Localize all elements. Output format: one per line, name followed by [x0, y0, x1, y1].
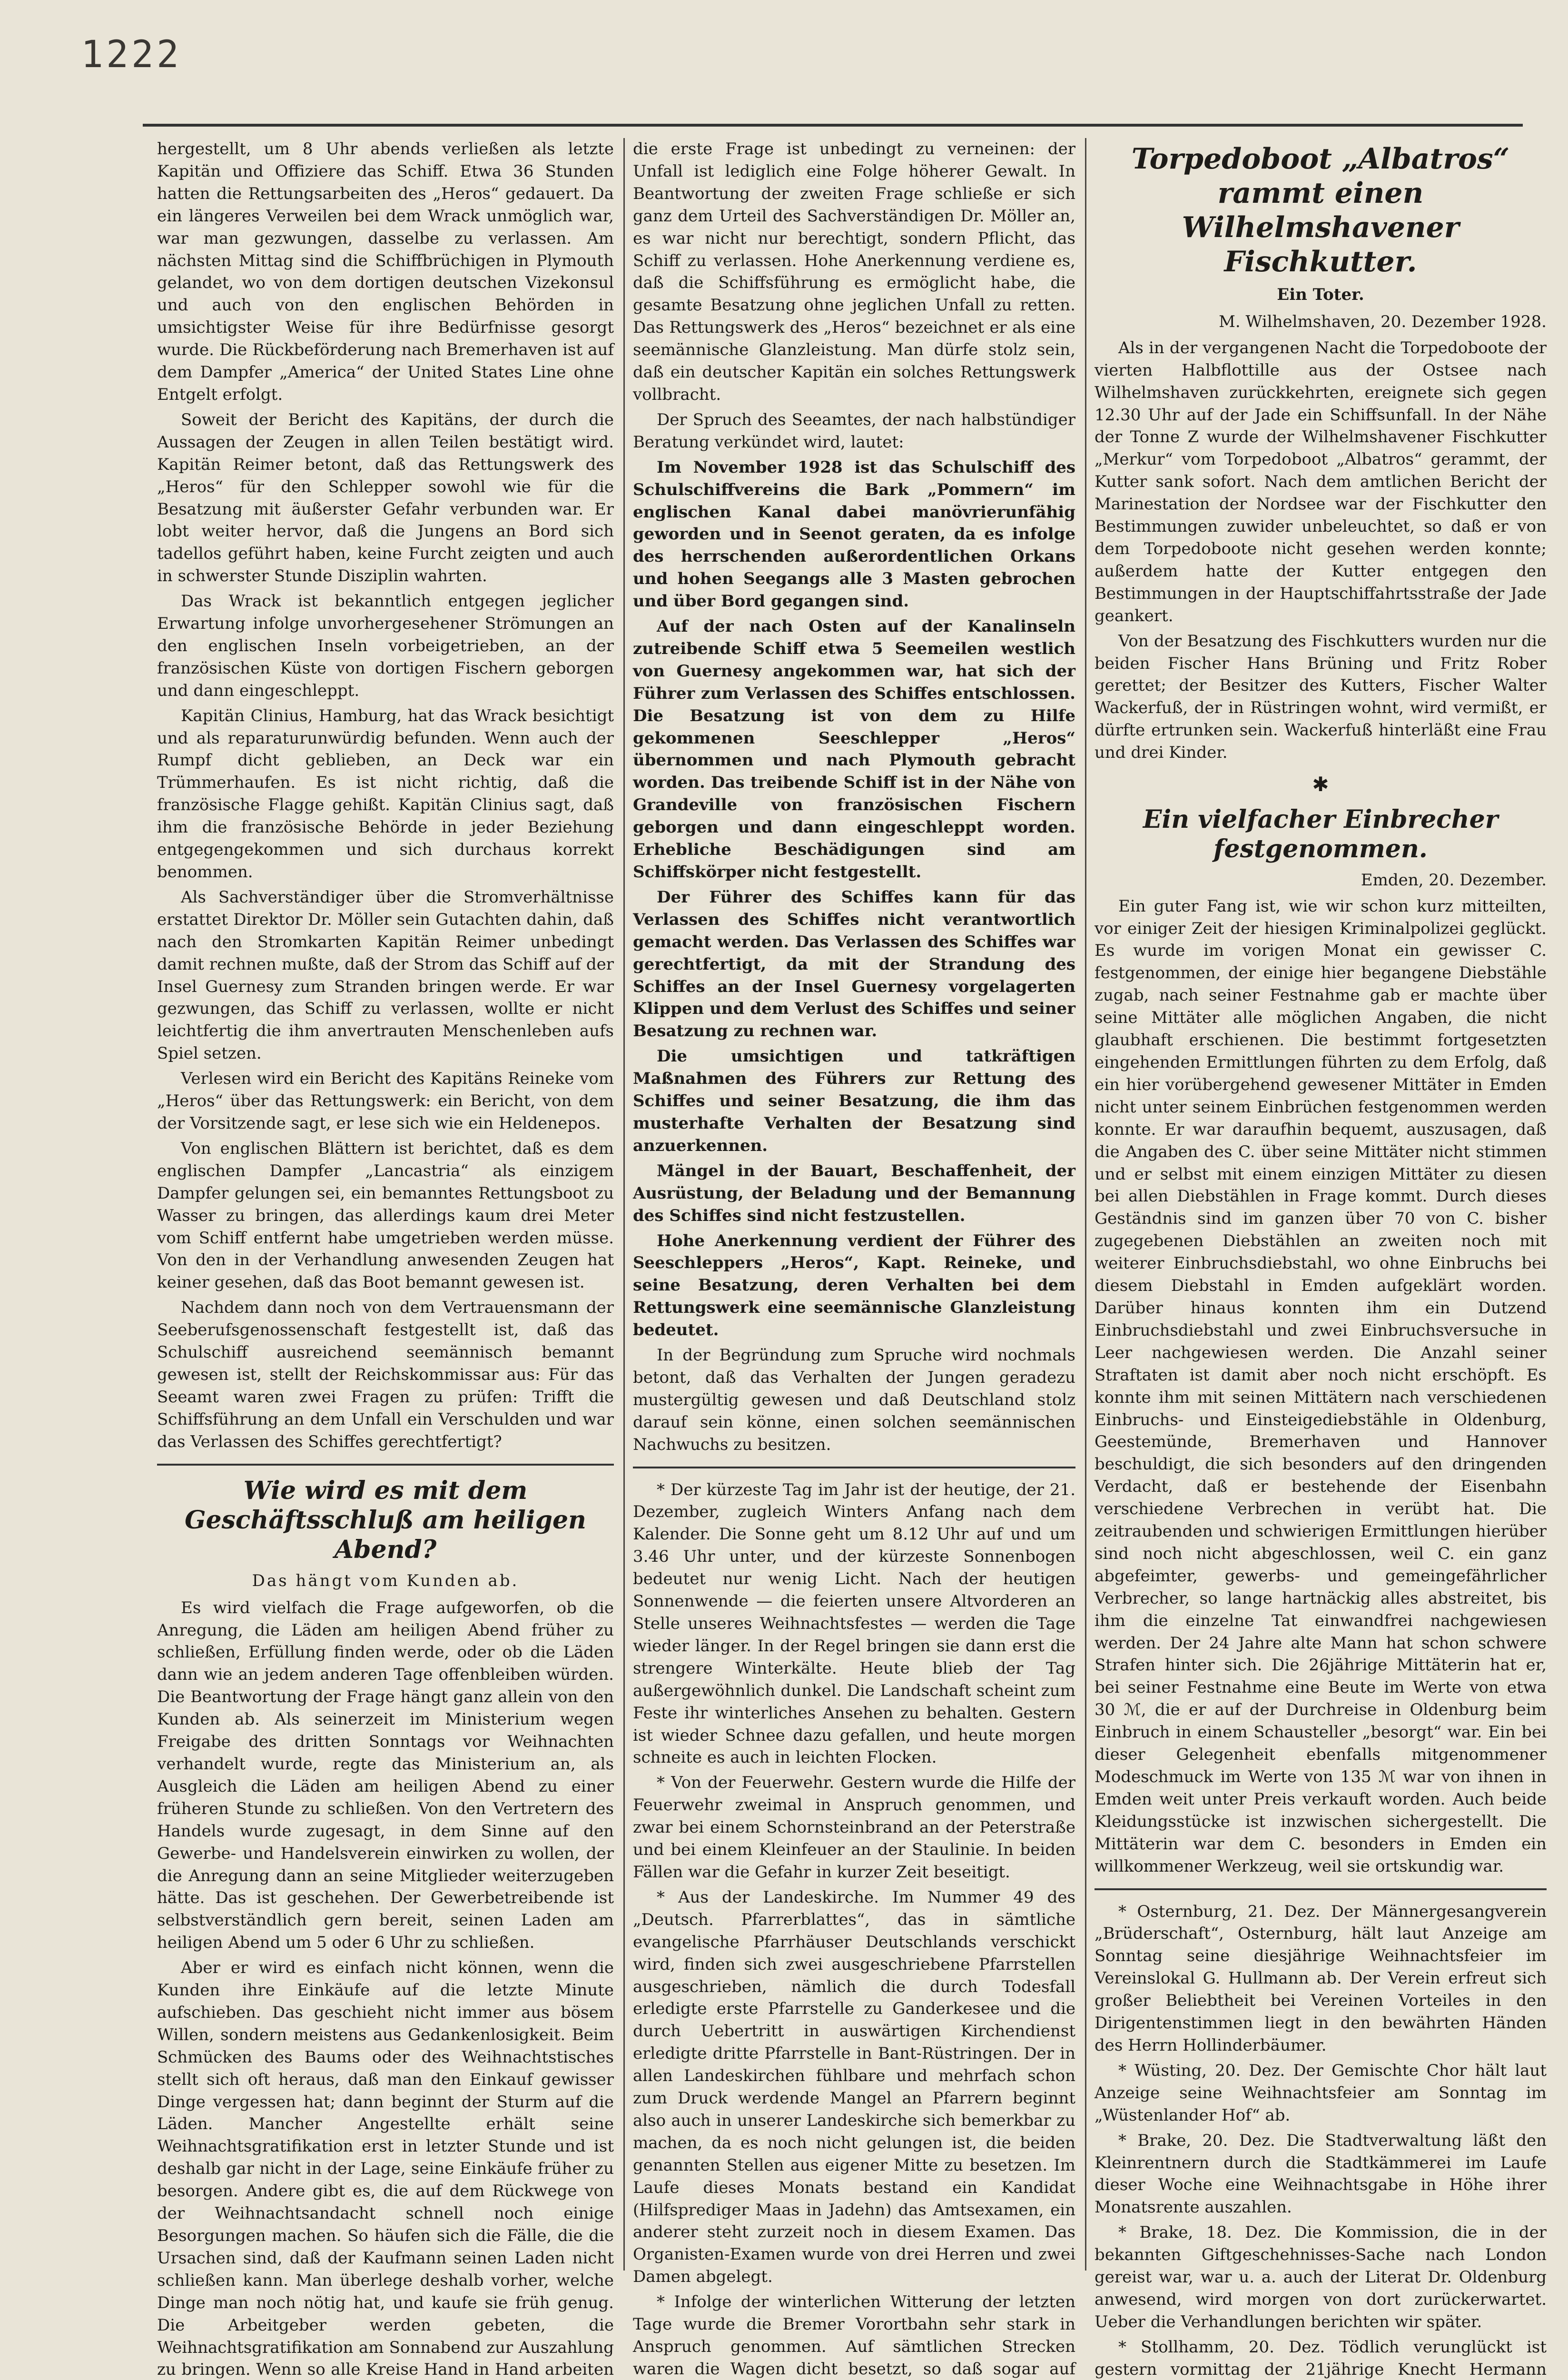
article-paragraph: Ein guter Fang ist, wie wir schon kurz mitteilten, vor einiger Zeit der hiesigen Kriminalpolizei geglückt. Es wurde im vorigen Monat ein gewisser C. festgenommen, der einige hier begangene Diebstähle zugab, nach seiner Festnahme gab er machte über seine Mittäter alle möglichen Angaben, die nicht glaubhaft erschienen. Die bestimmt fortgesetzten eingehenden Ermittlungen führten zu dem Erfolg, daß ein hier vorübergehend gewesener Mittäter in Emden nicht unter seinem Einbrüchen festgenommen werden konnte. Er war daraufhin bequemt, auszusagen, daß die Angaben des C. über seine Mittäter nicht stimmen und er selbst mit einem einzigen Mittäter zu diesen bei allen Diebstählen in Frage kommt. Durch dieses Geständnis sind im ganzen über 70 von C. bisher zugegebenen Diebstählen an zweiten noch mit weiterer Einbruchsdiebstahl, wo ohne Einbruchs bei diesem Diebstahl in Emden aufgeklärt worden. Darüber hinaus konnten ihm ein Dutzend Einbruchsdiebstahl und zwei Einbruchsversuche in Leer nachgewiesen werden. Die Anzahl seiner Straftaten ist damit aber noch nicht erschöpft. Es konnte ihm mit seinen Mittätern nach verschiedenen Einbruchs- und Einsteigediebstähle in Oldenburg, Geestemünde, Bremerhaven und Hannover beschuldigt, die sich besonders auf den dringenden Verdacht, daß er bestehende der Eisenbahn verschiedene Verbrechen in verübt hat. Die zeitraubenden und schwierigen Ermittlungen hierüber sind noch nicht abgeschlossen, weil C. ein ganz abgefeimter, gewerbs- und gemeingefährlicher Verbrecher, so lange hartnäckig alles abstreitet, bis ihm die einzelne Tat einwandfrei nachgewiesen werden. Der 24 Jahre alte Mann hat schon schwere Strafen hinter sich. Die 26jährige Mittäterin hat er, bei seiner Festnahme eine Beute im Werte von etwa 30 ℳ, die er auf der Durchreise in Oldenburg beim Einbruch in einem Schausteller „besorgt“ war. Ein bei dieser Gelegenheit ebenfalls mitgenommener Modeschmuck im Werte von 135 ℳ war von ihnen in Emden weit unter Preis verkauft worden. Auch beide Kleidungsstücke ist inzwischen sichergestellt. Die Mittäterin war dem C. besonders in Emden ein willkommener Werkzeug, weil sie ortskundig war.: [1095, 896, 1547, 1876]
article-paragraph: Der Spruch des Seeamtes, der nach halbstündiger Beratung verkündet wird, lautet:: [633, 410, 1075, 452]
column-3: [1095, 138, 1547, 2379]
regional-news-item: * Osternburg, 21. Dez. Der Männergesangverein „Brüderschaft“, Osternburg, hält laut Anzeige am Sonntag seine diesjährige Weihnachtsfeier im Vereinslokal G. Hullmann ab. Der Verein erfreut sich großer Beliebtheit bei Vereinen Vorteiles in den Dirigentenstimmen liegt in den bewährten Händen des Herrn Hollinderbäumer.: [1095, 1902, 1547, 2055]
top-rule: [143, 124, 1523, 127]
asterisk-divider: ✱: [1312, 773, 1329, 796]
subheadline-store-closing: Das hängt vom Kunden ab.: [252, 1571, 519, 1590]
regional-news-item: * Wüsting, 20. Dez. Der Gemischte Chor hält laut Anzeige seine Weihnachtsfeier am Sonntag im „Wüstenlander Hof“ ab.: [1095, 2061, 1547, 2125]
dateline-torpedo: M. Wilhelmshaven, 20. Dezember 1928.: [1219, 312, 1547, 331]
section-divider: [157, 1464, 614, 1466]
regional-news-item: * Stollhamm, 20. Dez. Tödlich verunglückt ist gestern vormittag der 21jährige Knecht Hermann: [1095, 2337, 1547, 2379]
regional-news-item: * Brake, 20. Dez. Die Stadtverwaltung läßt den Kleinrentnern durch die Stadtkämmerei im Laufe dieser Woche eine Weihnachtsgabe in Höhe ihrer Monatsrente auszahlen.: [1095, 2131, 1547, 2217]
article-paragraph: Von englischen Blättern ist berichtet, daß es dem englischen Dampfer „Lancastria“ als einzigem Dampfer gelungen sei, ein bemanntes Rettungsboot zu Wasser zu bringen, das allerdings kaum drei Meter vom Schiff entfernt habe umgetrieben werden müsse. Von den in der Verhandlung anwesenden Zeugen hat keiner gesehen, daß das Boot bemannt gewesen ist.: [157, 1139, 614, 1292]
article-paragraph: Das Wrack ist bekanntlich entgegen jeglicher Erwartung infolge unvorhergesehener Strömungen an den englischen Inseln vorbeigetrieben, an der französischen Küste von dortigen Fischern geborgen und dann eingeschleppt.: [157, 592, 614, 700]
verdict-paragraph: Hohe Anerkennung verdient der Führer des Seeschleppers „Heros“, Kapt. Reineke, und seine Besatzung, deren Verhalten bei dem Rettungswerk eine seemännische Glanzleistung bedeutet.: [633, 1231, 1075, 1340]
article-paragraph: Als Sachverständiger über die Stromverhältnisse erstattet Direktor Dr. Möller sein Gutachten dahin, daß nach den Stromkarten Kapitän Reimer unbedingt damit rechnen mußte, daß der Strom das Schiff auf der Insel Guernesy zum Stranden bringen werde. Er war gezwungen, das Schiff zu verlassen, wollte er nicht leichtfertig die ihm anvertrauten Menschenleben aufs Spiel setzen.: [157, 887, 614, 1063]
local-news-item: * Von der Feuerwehr. Gestern wurde die Hilfe der Feuerwehr zweimal in Anspruch genommen, und zwar bei einem Schornsteinbrand an der Peterstraße und bei einem Kleinfeuer an der Staulinie. In beiden Fällen war die Gefahr in kurzer Zeit beseitigt.: [633, 1773, 1075, 1882]
headline-torpedo: Torpedoboot „Albatros“ rammt einen Wilhelmshavener Fischkutter.: [1131, 142, 1510, 278]
article-paragraph: Es wird vielfach die Frage aufgeworfen, ob die Anregung, die Läden am heiligen Abend früher zu schließen, Erfüllung finden werde, oder ob die Läden dann wie an jedem anderen Tage offenbleiben würden. Die Beantwortung der Frage hängt ganz allein von den Kunden ab. Als seinerzeit im Ministerium wegen Freigabe des dritten Sonntags vor Weihnachten verhandelt wurde, regte das Ministerium an, als Ausgleich die Läden am heiligen Abend zu einer früheren Stunde zu schließen. Von den Vertretern des Handels wurde zugesagt, in dem Sinne auf den Gewerbe- und Handelsverein einwirken zu wollen, der die Anregung dann an seine Mitglieder weiterzugeben hätte. Das ist geschehen. Der Gewerbetreibende ist selbstverständlich gern bereit, seinen Laden am heiligen Abend um 5 oder 6 Uhr zu schließen.: [157, 1598, 614, 1953]
article-paragraph: Aber er wird es einfach nicht können, wenn die Kunden ihre Einkäufe auf die letzte Minute aufschieben. Das geschieht nicht immer aus bösem Willen, sondern meistens aus Gedankenlosigkeit. Beim Schmücken des Baums oder des Weihnachtstisches stellt sich oft heraus, daß man den Einkauf gewisser Dinge vergessen hat; dann beginnt der Sturm auf die Läden. Mancher Angestellte erhält seine Weihnachtsgratifikation erst in letzter Stunde und ist deshalb gar nicht in der Lage, seine Einkäufe früher zu besorgen. Andere gibt es, die auf dem Rückwege von der Weihnachtsandacht schnell noch einige Besorgungen machen. So häufen sich die Fälle, die die Ursachen sind, daß der Kaufmann seinen Laden nicht schließen kann. Man überlege deshalb vorher, welche Dinge man noch nötig hat, und kaufe sie früh genug. Die Arbeitgeber werden gebeten, die Weihnachtsgratifikation am Sonnabend zur Auszahlung zu bringen. Wenn so alle Kreise Hand in Hand arbeiten: [157, 1958, 614, 2380]
section-divider: [1095, 1888, 1547, 1890]
column-1: [157, 138, 614, 2380]
column-rule-2: [1085, 138, 1086, 2271]
regional-news-item: * Brake, 18. Dez. Die Kommission, die in der bekannten Giftgeschehnisses-Sache nach London gereist war, war u. a. auch der Literat Dr. Oldenburg anwesend, wird morgen von dort zurückerwartet. Ueber die Verhandlungen berichten wir später.: [1095, 2223, 1547, 2331]
verdict-paragraph: Im November 1928 ist das Schulschiff des Schulschiffvereins die Bark „Pommern“ im englischen Kanal dabei manövrierunfähig geworden und in Seenot geraten, da es infolge des herrschenden außerordentlichen Orkans und hohen Seegangs alle 3 Masten gebrochen und über Bord gegangen sind.: [633, 457, 1075, 611]
article-paragraph: Verlesen wird ein Bericht des Kapitäns Reineke vom „Heros“ über das Rettungswerk: ein Bericht, von dem der Vorsitzende sagt, er lese sich wie ein Heldenepos.: [157, 1069, 614, 1133]
headline-store-closing: Wie wird es mit dem Geschäftsschluß am heiligen Abend?: [185, 1476, 586, 1565]
section-divider: [633, 1467, 1075, 1468]
verdict-paragraph: Der Führer des Schiffes kann für das Verlassen des Schiffes nicht verantwortlich gemacht werden. Das Verlassen des Schiffes war gerechtfertigt, da mit der Strandung des Schiffes an der Insel Guernesy vorgelagerten Klippen und dem Verlust des Schiffes und seiner Besatzung zu rechnen war.: [633, 887, 1075, 1041]
verdict-paragraph: Die umsichtigen und tatkräftigen Maßnahmen des Führers zur Rettung des Schiffes und seiner Besatzung, die ihm das musterhafte Verhalten der Besatzung sind anzuerkennen.: [633, 1047, 1075, 1155]
local-news-item: * Aus der Landeskirche. Im Nummer 49 des „Deutsch. Pfarrerblattes“, das in sämtliche evangelische Pfarrhäuser Deutschlands verschickt wird, finden sich zwei ausgeschriebene Pfarrstellen ausgeschrieben, nämlich die durch Todesfall erledigte erste Pfarrstelle zu Ganderkesee und die durch Uebertritt in auswärtigen Kirchendienst erledigte dritte Pfarrstelle in Bant-Rüstringen. Der in allen Landeskirchen fühlbare und mehrfach schon zum Druck werdende Mangel an Pfarrern beginnt also auch in unserer Landeskirche sich bemerkbar zu machen, da es noch nicht gelungen ist, die beiden genannten Stellen aus eigener Mitte zu besetzen. Im Laufe dieses Monats bestand ein Kandidat (Hilfsprediger Maas in Jadehn) das Amtsexamen, ein anderer steht zurzeit noch in diesem Examen. Das Organisten-Examen wurde von drei Herren und zwei Damen abgelegt.: [633, 1887, 1075, 2287]
article-paragraph: Nachdem dann noch von dem Vertrauensmann der Seeberufsgenossenschaft festgestellt ist, daß das Schulschiff ausreichend seemännisch bemannt gewesen ist, stellt der Reichskommissar aus: Für das Seeamt waren zwei Fragen zu prüfen: Trifft die Schiffsführung an dem Unfall ein Verschulden und war das Verlassen des Schiffes gerechtfertigt?: [157, 1298, 614, 1451]
local-news-item: * Der kürzeste Tag im Jahr ist der heutige, der 21. Dezember, zugleich Winters Anfang nach dem Kalender. Die Sonne geht um 8.12 Uhr auf und um 3.46 Uhr unter, und der kürzeste Sonnenbogen bedeutet nur wenig Licht. Nach der heutigen Sonnenwende — die feierten unsere Altvorderen an Stelle unseres Weihnachtsfestes — werden die Tage wieder länger. In der Regel bringen sie dann erst die strengere Winterkälte. Heute blieb der Tag außergewöhnlich dunkel. Die Landschaft scheint zum Feste ihr winterliches Ansehen zu behalten. Gestern ist wieder Schnee dazu gefallen, und heute morgen schneite es auch in leichten Flocken.: [633, 1480, 1075, 1767]
article-paragraph: Soweit der Bericht des Kapitäns, der durch die Aussagen der Zeugen in allen Teilen bestätigt wird. Kapitän Reimer betont, daß das Rettungswerk des „Heros“ für den Schlepper sowohl wie für die Besatzung mit äußerster Gefahr verbunden war. Er lobt weiter hervor, daß die Jungens an Bord sich tadellos geführt haben, keine Furcht zeigten und auch in schwerster Stunde Disziplin wahrten.: [157, 410, 614, 586]
local-news-item: * Infolge der winterlichen Witterung der letzten Tage wurde die Bremer Vorortbahn sehr stark in Anspruch genommen. Auf sämtlichen Strecken waren die Wagen dicht besetzt, so daß sogar auf: [633, 2292, 1075, 2379]
page-number: 1222: [81, 33, 182, 76]
article-paragraph: In der Begründung zum Spruche wird nochmals betont, daß das Verhalten der Jungen geradezu mustergültig gewesen und daß Deutschland stolz darauf sein könne, einen solchen seemännischen Nachwuchs zu besitzen.: [633, 1346, 1075, 1454]
article-paragraph: hergestellt, um 8 Uhr abends verließen als letzte Kapitän und Offiziere das Schiff. Etwa 36 Stunden hatten die Rettungsarbeiten des „Heros“ gedauert. Da ein längeres Verweilen bei dem Wrack unmöglich war, war man gezwungen, dasselbe zu verlassen. Am nächsten Mittag sind die Schiffbrüchigen in Plymouth gelandet, wo von dem dortigen deutschen Vizekonsul und auch von den englischen Behörden in umsichtigster Weise für ihre Bedürfnisse gesorgt wurde. Die Rückbeförderung nach Bremerhaven ist auf dem Dampfer „America“ der United States Line ohne Entgelt erfolgt.: [157, 139, 614, 404]
article-paragraph: Von der Besatzung des Fischkutters wurden nur die beiden Fischer Hans Brüning und Fritz Rober gerettet; der Besitzer des Kutters, Fischer Walter Wackerfuß, der in Rüstringen wohnt, wird vermißt, er dürfte ertrunken sein. Wackerfuß hinterläßt eine Frau und drei Kinder.: [1095, 631, 1547, 763]
headline-burglar: Ein vielfacher Einbrecher festgenommen.: [1143, 804, 1499, 864]
dateline-burglar: Emden, 20. Dezember.: [1361, 870, 1547, 890]
column-rule-1: [623, 138, 625, 2271]
article-paragraph: Kapitän Clinius, Hamburg, hat das Wrack besichtigt und als reparaturunwürdig befunden. Wenn auch der Rumpf dicht geblieben, an Deck war ein Trümmerhaufen. Es ist nicht richtig, daß die französische Flagge gehißt. Kapitän Clinius sagt, daß ihm die französische Behörde in jeder Beziehung entgegengekommen und sich durchaus korrekt benommen.: [157, 706, 614, 882]
subheadline-torpedo: Ein Toter.: [1277, 285, 1364, 304]
article-paragraph: Als in der vergangenen Nacht die Torpedoboote der vierten Halbflottille aus der Ostsee nach Wilhelmshaven zurückkehrten, ereignete sich gegen 12.30 Uhr auf der Jade ein Schiffsunfall. In der Nähe der Tonne Z wurde der Wilhelmshavener Fischkutter „Merkur“ vom Torpedoboot „Albatros“ gerammt, der Kutter sank sofort. Nach dem amtlichen Bericht der Marinestation der Nordsee war der Fischkutter den Bestimmungen zuwider unbeleuchtet, so daß er von dem Torpedoboote nicht gesehen werden konnte; außerdem hatte der Kutter entgegen den Bestimmungen in der Hauptschiffahrtsstraße der Jade geankert.: [1095, 338, 1547, 625]
verdict-paragraph: Mängel in der Bauart, Beschaffenheit, der Ausrüstung, der Beladung und der Bemannung des Schiffes sind nicht festzustellen.: [633, 1161, 1075, 1225]
verdict-paragraph: Auf der nach Osten auf der Kanalinseln zutreibende Schiff etwa 5 Seemeilen westlich von Guernesy angekommen war, hat sich der Führer zum Verlassen des Schiffes entschlossen. Die Besatzung ist von dem zu Hilfe gekommenen Seeschlepper „Heros“ übernommen und nach Plymouth gebracht worden. Das treibende Schiff ist in der Nähe von Grandeville von französischen Fischern geborgen und dann eingeschleppt worden. Erhebliche Beschädigungen sind am Schiffskörper nicht festgestellt.: [633, 617, 1075, 882]
column-2: [633, 138, 1075, 2379]
article-paragraph: die erste Frage ist unbedingt zu verneinen: der Unfall ist lediglich eine Folge höherer Gewalt. In Beantwortung der zweiten Frage schließe er sich ganz dem Urteil des Sachverständigen Dr. Möller an, es war nicht nur berechtigt, sondern Pflicht, das Schiff zu verlassen. Hohe Anerkennung verdiene es, daß die Schiffsführung es ermöglicht habe, die gesamte Besatzung ohne jeglichen Unfall zu retten. Das Rettungswerk des „Heros“ bezeichnet er als eine seemännische Glanzleistung. Man dürfe stolz sein, daß ein deutscher Kapitän ein solches Rettungswerk vollbracht.: [633, 139, 1075, 404]
